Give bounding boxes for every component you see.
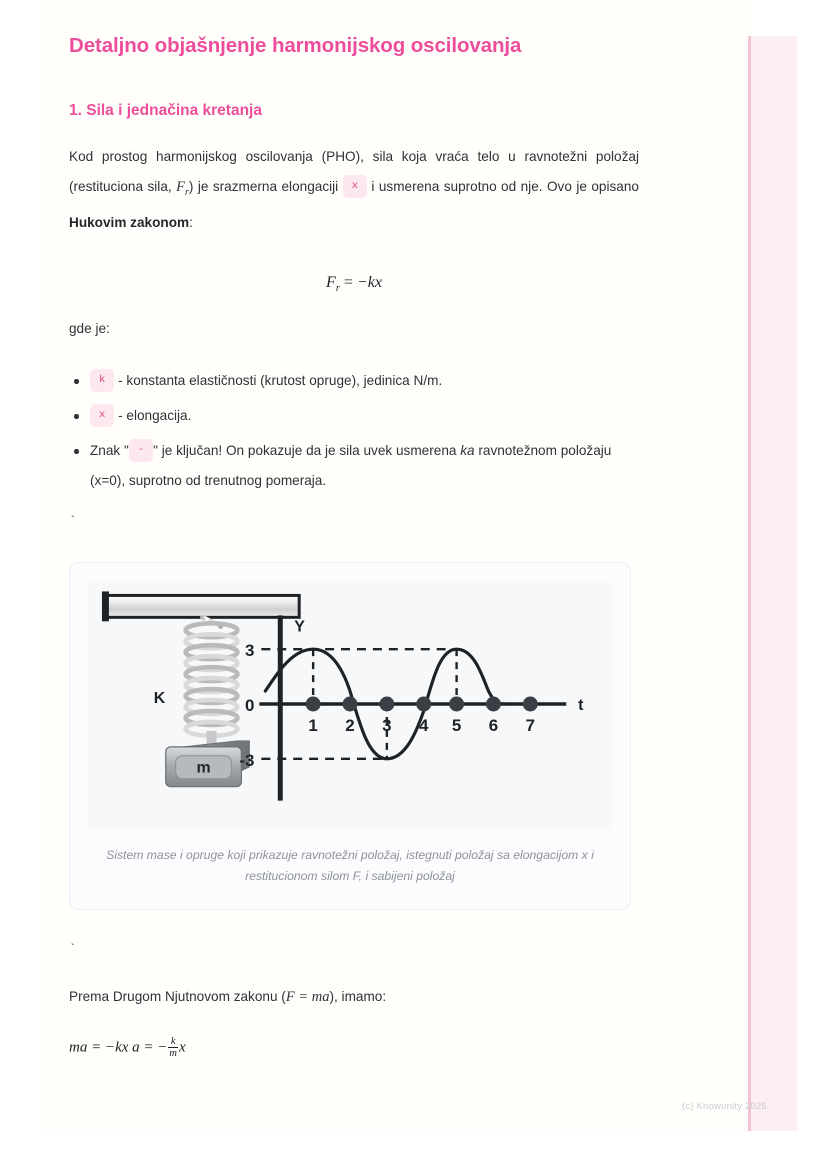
list-item	[90, 436, 639, 496]
stray-backtick-1: `	[69, 514, 77, 529]
intro-text-part3: i usmerena suprotno od nje. Ovo je opisano	[366, 179, 639, 194]
formula-bottom-seg3: x	[179, 1039, 186, 1056]
newton-paragraph	[69, 982, 639, 1012]
fraction-denominator: m	[169, 1048, 177, 1060]
code-chip-x: x	[343, 175, 367, 199]
y-tick-3: 3	[244, 641, 255, 661]
figure-caption: Sistem mase i opruge koji prikazuje ravnotežni položaj, istegnuti položaj sa elongacijom x i restitucionom silom F, i sabijeni položaj	[106, 848, 594, 884]
copyright-watermark: (c) Knowunity 2025	[682, 1101, 767, 1112]
where-label: gde je:	[69, 321, 110, 337]
force-symbol	[176, 179, 189, 198]
force-symbol-sub: r	[184, 186, 189, 198]
spring-constant-label: K	[153, 690, 166, 708]
stray-backtick-2: `	[69, 942, 77, 957]
sign-note-italic: ka	[460, 443, 475, 459]
newton-text-part2: ), imamo:	[329, 989, 387, 1005]
axis-marker-5	[449, 697, 464, 712]
formula-equals: =	[339, 273, 357, 291]
y-tick-0: 0	[244, 696, 255, 716]
x-tick-1: 1	[308, 715, 318, 735]
force-symbol-base: F	[176, 179, 185, 195]
sign-note-suffix: ravnotežnom položaju (x=0), suprotno od trenutnog pomeraja.	[90, 443, 612, 489]
y-axis-label: Y	[294, 618, 305, 636]
x-axis-label: t	[578, 697, 584, 715]
spring-coil-icon	[186, 617, 238, 736]
x-tick-6: 6	[488, 715, 499, 735]
fraction-numerator: k	[168, 1036, 178, 1048]
figure-image	[88, 581, 612, 829]
code-chip-x: x	[90, 404, 114, 428]
x-tick-4: 4	[419, 715, 429, 735]
sign-note-prefix: Znak "	[90, 443, 129, 459]
axis-marker-4	[416, 697, 431, 712]
formula-lhs-sub: r	[335, 283, 340, 295]
figure-card	[69, 562, 631, 910]
definitions-list	[69, 366, 639, 496]
list-item	[90, 401, 639, 431]
code-chip-k: k	[90, 369, 114, 393]
axis-marker-3	[379, 697, 394, 712]
list-item-text: - elongacija.	[114, 408, 192, 424]
axis-marker-6	[486, 697, 501, 712]
formula-bottom-seg1: ma = −kx	[69, 1039, 129, 1056]
intro-text-part1: Kod prostog harmonijskog oscilovanja (PHO), sila koja vraća telo u ravnotežni položaj (restituciona sila,	[69, 149, 639, 194]
list-item-text: - konstanta elastičnosti (krutost opruge), jedinica N/m.	[114, 373, 443, 389]
document-content	[69, 32, 639, 1060]
axis-marker-2	[343, 697, 358, 712]
x-tick-3: 3	[382, 715, 392, 735]
x-tick-2: 2	[345, 715, 355, 735]
code-chip-minus: -	[129, 439, 153, 463]
mass-label: m	[196, 759, 211, 777]
section-heading: 1. Sila i jednačina kretanja	[69, 102, 262, 119]
page-title: Detaljno objašnjenje harmonijskog oscilovanja	[69, 34, 522, 57]
axis-marker-1	[306, 697, 321, 712]
y-tick-minus3: -3	[239, 750, 255, 770]
intro-paragraph	[69, 142, 639, 238]
newton-text-part1: Prema Drugom Njutnovom zakonu (	[69, 989, 286, 1005]
hooke-law-bold: Hukovim zakonom	[69, 214, 190, 230]
formula-rhs: −kx	[356, 273, 382, 291]
fraction-k-over-m	[168, 1036, 178, 1060]
list-item	[90, 366, 639, 396]
intro-text-part4: :	[189, 214, 193, 230]
formula-bottom-seg2: a = −	[132, 1039, 168, 1056]
right-pink-panel	[748, 36, 797, 1131]
newton-formula-inline: F = ma	[285, 989, 330, 1006]
formula-lhs-var: F	[326, 273, 336, 291]
spring-mass-oscillation-diagram	[88, 581, 612, 829]
x-tick-5: 5	[451, 715, 462, 735]
sign-note-mid: " je ključan! On pokazuje da je sila uvek usmerena	[153, 443, 461, 459]
formula-newton-derivation	[69, 1036, 639, 1060]
x-tick-7: 7	[525, 715, 536, 735]
formula-hooke-law	[69, 274, 639, 294]
oscillation-graph	[239, 615, 584, 800]
axis-marker-7	[523, 697, 538, 712]
mass-block-icon	[166, 741, 250, 787]
intro-text-part2: ) je srazmerna elongaciji	[188, 179, 343, 194]
